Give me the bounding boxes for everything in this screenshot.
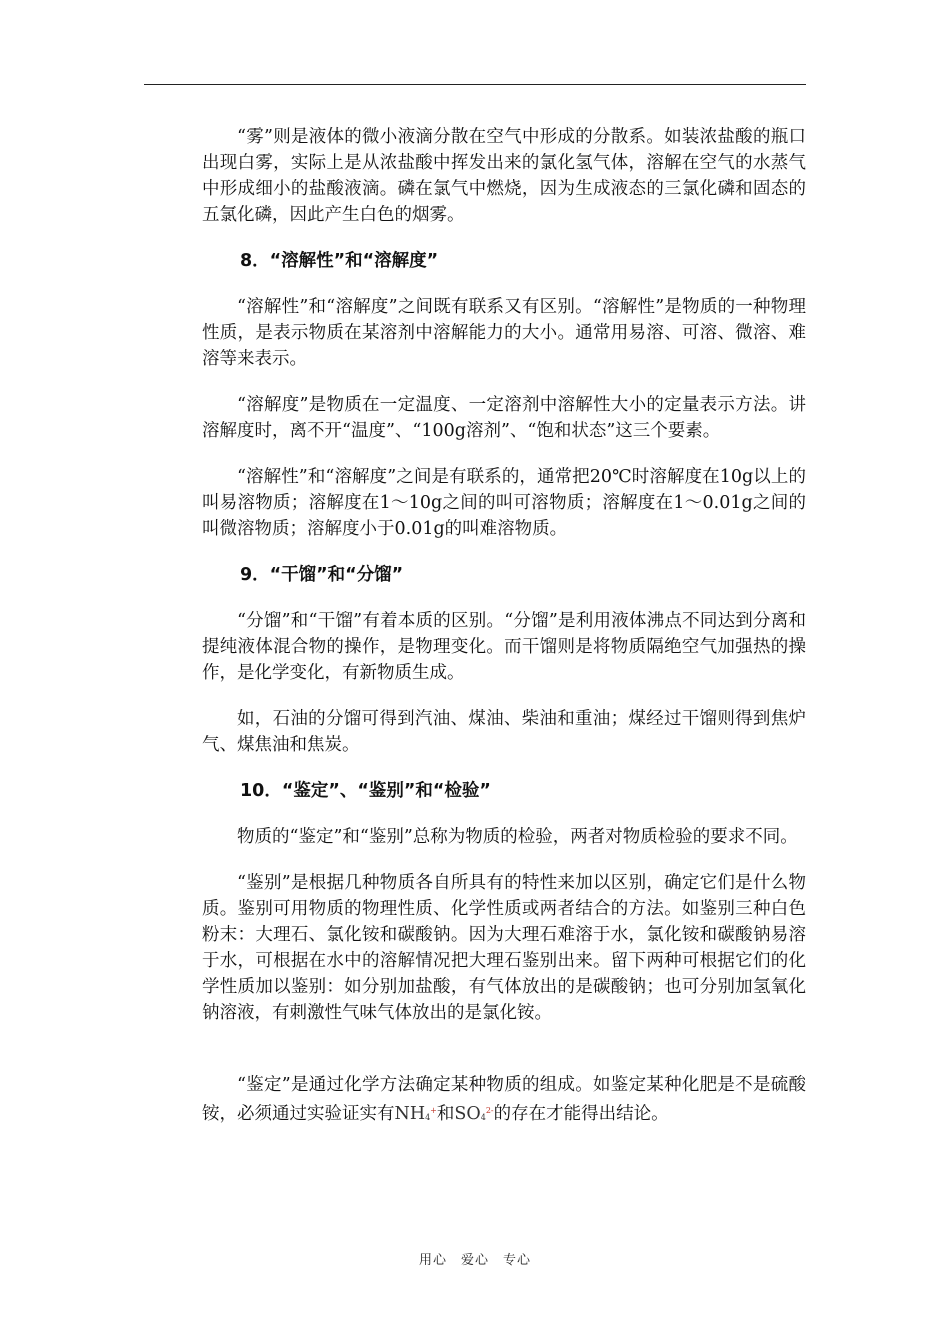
paragraph-identification: “鉴别”是根据几种物质各自所具有的特性来加以区别，确定它们是什么物质。鉴别可用物质的物理性质、化学性质或两者结合的方法。如鉴别三种白色粉末：大理石、氯化铵和碳酸钠。因为大理石难溶于水，氯化铵和碳酸钠易溶于水，可根据在水中的溶解情况把大理石鉴别出来。留下两种可根据它们的化学性质加以鉴别：如分别加盐酸，有气体放出的是碳酸钠；也可分别加氢氧化钠溶液，有刺激性气味气体放出的是氯化铵。 [202,873,806,1023]
footer-text-2: 爱心 [460,1253,489,1268]
sulfate-formula: $SO4^{2-}$ [454,1104,494,1124]
page-footer [0,1249,950,1268]
paragraph-distillation-difference: “分馏”和“干馏”有着本质的区别。“分馏”是利用液体沸点不同达到分离和提纯液体混合物的操作，是物理变化。而干馏则是将物质隔绝空气加强热的操作，是化学变化，有新物质生成。 [202,611,806,683]
heading-section-10: 10．“鉴定”、“鉴别”和“检验” [240,781,491,801]
heading-section-9: 9．“干馏”和“分馏” [240,565,404,585]
header-rule [144,84,806,85]
paragraph-inspection-intro: 物质的“鉴定”和“鉴别”总称为物质的检验，两者对物质检验的要求不同。 [237,827,798,847]
paragraph-determination [202,1072,806,1131]
paragraph-solubility-difference: “溶解性”和“溶解度”之间既有联系又有区别。“溶解性”是物质的一种物理性质，是表示物质在某溶剂中溶解能力的大小。通常用易溶、可溶、微溶、难溶等来表示。 [202,297,806,369]
determination-text-mid: 和 [436,1104,455,1124]
determination-text-start: “鉴定”是通过化学方法确定某种物质的组成。如鉴定某种化肥是不是硫酸铵，必须通过实验证实有 [202,1075,806,1124]
footer-text-1: 用心 [418,1253,447,1268]
document-body [202,120,806,1131]
paragraph-solubility-classes: “溶解性”和“溶解度”之间是有联系的，通常把20℃时溶解度在10g以上的叫易溶物质；溶解度在1～10g之间的叫可溶物质；溶解度在1～0.01g之间的叫微溶物质；溶解度小于0.01g的叫难溶物质。 [202,467,806,539]
paragraph-distillation-example: 如，石油的分馏可得到汽油、煤油、柴油和重油；煤经过干馏则得到焦炉气、煤焦油和焦炭。 [202,709,806,755]
determination-text-end: 的存在才能得出结论。 [493,1104,669,1124]
paragraph-fog: “雾”则是液体的微小液滴分散在空气中形成的分散系。如装浓盐酸的瓶口出现白雾，实际上是从浓盐酸中挥发出来的氯化氢气体，溶解在空气的水蒸气中形成细小的盐酸液滴。磷在氯气中燃烧，因为生成液态的三氯化磷和固态的五氯化磷，因此产生白色的烟雾。 [202,127,806,225]
paragraph-solubility-definition: “溶解度”是物质在一定温度、一定溶剂中溶解性大小的定量表示方法。讲溶解度时，离不开“温度”、“100g溶剂”、“饱和状态”这三个要素。 [202,395,806,441]
footer-text-3: 专心 [503,1253,532,1268]
heading-section-8: 8．“溶解性”和“溶解度” [240,251,439,271]
ammonium-formula: NH4+ [394,1104,437,1124]
